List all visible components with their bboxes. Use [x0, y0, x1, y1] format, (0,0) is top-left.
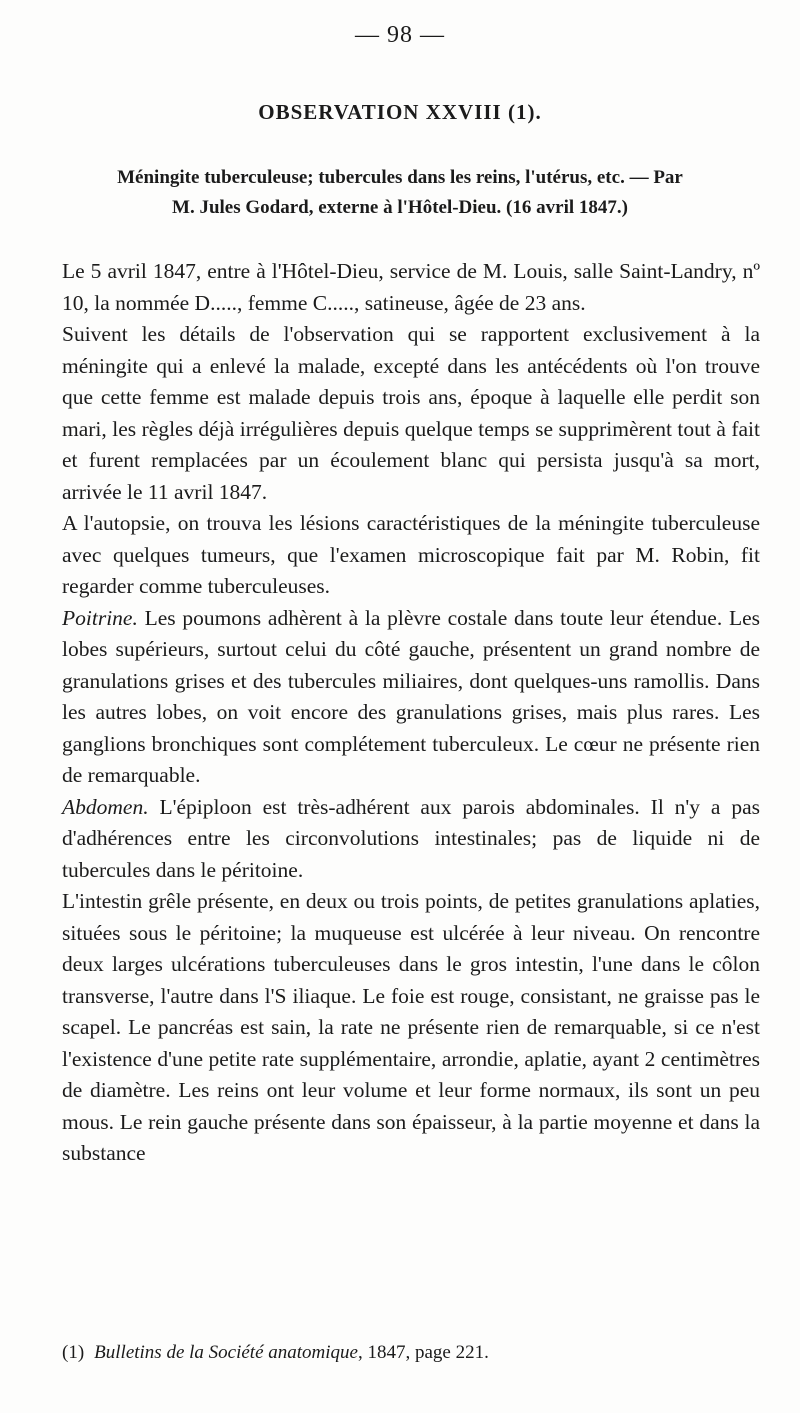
observation-subtitle — [40, 163, 760, 223]
page-number: — 98 — — [355, 22, 445, 48]
paragraph-admission: Le 5 avril 1847, entre à l'Hôtel-Dieu, service de M. Louis, salle Saint-Landry, nº 10, la nommée D....., femme C....., satineuse, âgée de 23 ans. — [62, 259, 760, 315]
paragraph-autopsy: A l'autopsie, on trouva les lésions caractéristiques de la méningite tuberculeuse avec quelques tumeurs, que l'examen microscopique fait par M. Robin, fit regarder comme tuberculeuses. — [62, 511, 760, 598]
footnote-details: , 1847, page 221. — [358, 1342, 489, 1363]
chest-text: Les poumons adhèrent à la plèvre costale dans toute leur étendue. Les lobes supérieurs, surtout celui du côté gauche, présentent un grand nombre de granulations grises et des tubercules miliaires, dont quelques-uns ramollis. Dans les autres lobes, on voit encore des granulations grises, mais plus rares. Les ganglions bronchiques sont complétement tuberculeux. Le cœur ne présente rien de remarquable. — [62, 605, 760, 787]
paragraph-history: Suivent les détails de l'observation qui se rapportent exclusivement à la méningite qui a enlevé la malade, excepté dans les antécédents où l'on trouve que cette femme est malade depuis trois ans, époque à laquelle elle perdit son mari, les règles déjà irrégulières depuis quelque temps se supprimèrent tout à fait et furent remplacées par un écoulement blanc qui persista jusqu'à sa mort, arrivée le 11 avril 1847. — [62, 322, 760, 504]
section-lead-chest: Poitrine. — [62, 605, 138, 630]
footnote-number: (1) — [62, 1342, 85, 1363]
footnote — [62, 1342, 760, 1364]
footnote-title: Bulletins de la Société anatomique — [94, 1342, 358, 1363]
observation-title: OBSERVATION XXVIII (1). — [258, 100, 542, 124]
section-lead-abdomen: Abdomen. — [62, 794, 149, 819]
body-text — [62, 256, 760, 1170]
paragraph-intestine: L'intestin grêle présente, en deux ou trois points, de petites granulations aplaties, situées sous le péritoine; la muqueuse est ulcérée à leur niveau. On rencontre deux larges ulcérations tuberculeuses dans le gros intestin, l'une dans le côlon transverse, l'autre dans l'S iliaque. Le foie est rouge, consistant, ne graisse pas le scapel. Le pancréas est sain, la rate ne présente rien de remarquable, si ce n'est l'existence d'une petite rate supplémentaire, arrondie, aplatie, ayant 2 centimètres de diamètre. Les reins ont leur volume et leur forme normaux, ils sont un peu mous. Le rein gauche présente dans son épaisseur, à la partie moyenne et dans la substance — [62, 889, 760, 1165]
abdomen-text: L'épiploon est très-adhérent aux parois abdominales. Il n'y a pas d'adhérences entre les circonvolutions intestinales; pas de liquide ni de tubercules dans le péritoine. — [62, 794, 760, 882]
paragraph-abdomen — [62, 792, 760, 887]
subtitle-line-1: Méningite tuberculeuse; tubercules dans les reins, l'utérus, etc. — Par — [117, 167, 683, 188]
paragraph-chest — [62, 603, 760, 792]
subtitle-line-2: M. Jules Godard, externe à l'Hôtel-Dieu. (16 avril 1847.) — [172, 197, 628, 218]
